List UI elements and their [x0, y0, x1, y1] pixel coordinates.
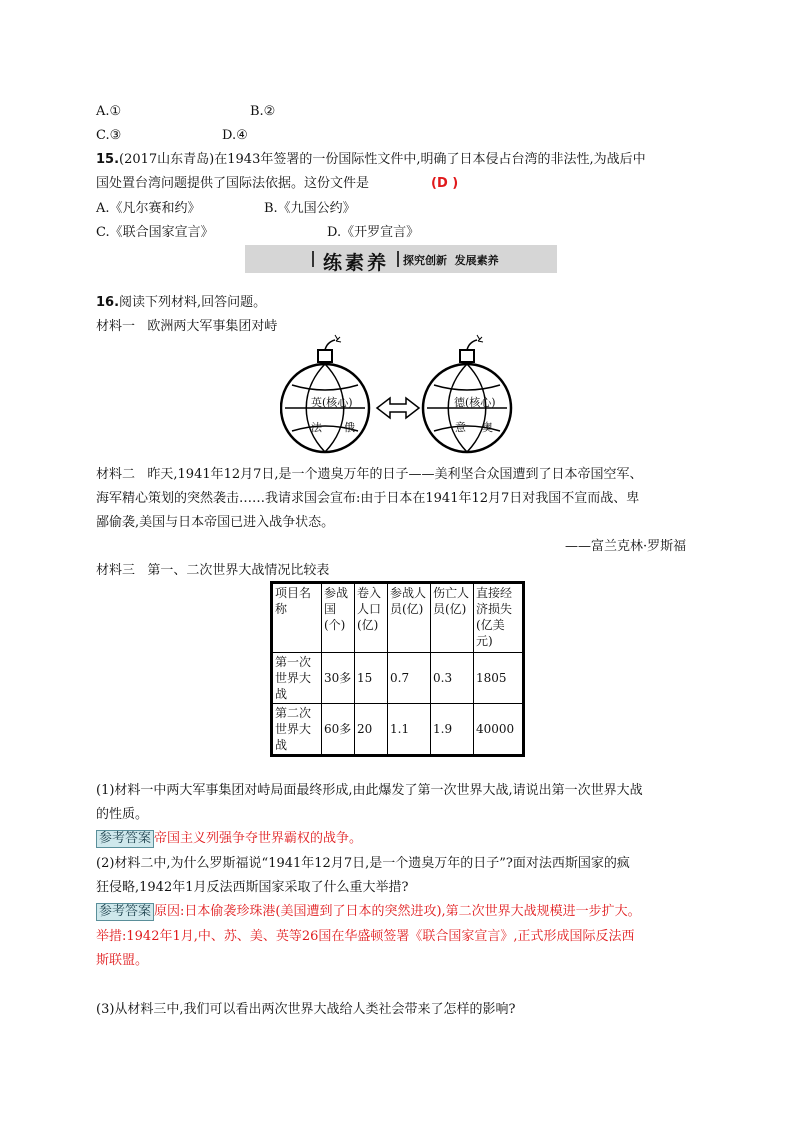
left-bloc-core: 英(核心) [311, 396, 353, 409]
q14-option-a: A.① [96, 104, 122, 119]
material3-title: 材料三 第一、二次世界大战情况比较表 [96, 563, 330, 578]
answer-label: 参考答案 [96, 830, 154, 848]
table-cell: 20 [355, 704, 388, 756]
banner-divider-right [397, 251, 399, 267]
q15-option-d: D.《开罗宣言》 [327, 225, 420, 240]
sub3-line: (3)从材料三中,我们可以看出两次世界大战给人类社会带来了怎样的影响? [96, 1002, 516, 1017]
war-comparison-table [270, 581, 525, 757]
q16-intro-line [96, 294, 266, 312]
table-header-cell: 项目名称 [272, 583, 322, 653]
answer2-line3: 斯联盟。 [96, 953, 149, 968]
answer1-text: 帝国主义列强争夺世界霸权的战争。 [154, 831, 363, 846]
right-bloc-member-italy: 意 [455, 421, 466, 434]
table-cell: 40000 [474, 704, 524, 756]
material2-source: ——富兰克林·罗斯福 [565, 539, 687, 554]
sub2-line1: (2)材料二中,为什么罗斯福说“1941年12月7日,是一个遗臭万年的日子”?面对法西斯国家的疯 [96, 856, 630, 871]
material2-line3: 鄙偷袭,美国与日本帝国已进入战争状态。 [96, 515, 335, 530]
q15-option-c: C.《联合国家宣言》 [96, 225, 214, 240]
table-cell: 1.9 [431, 704, 474, 756]
table-header-cell: 参战国(个) [322, 583, 355, 653]
table-cell: 60多 [322, 704, 355, 756]
table-header-cell: 直接经济损失(亿美元) [474, 583, 524, 653]
material1-title: 材料一 欧洲两大军事集团对峙 [96, 319, 278, 334]
table-header-cell: 卷入人口(亿) [355, 583, 388, 653]
banner-divider-left [312, 251, 314, 267]
answer2-line2: 举措:1942年1月,中、苏、美、英等26国在华盛顿签署《联合国家宣言》,正式形成国际反法西 [96, 929, 635, 944]
sub2-line2: 狂侵略,1942年1月反法西斯国家采取了什么重大举措? [96, 880, 409, 895]
right-bloc-core: 德(核心) [454, 396, 496, 409]
right-bloc-member-austria: 奥 [482, 421, 493, 434]
q15-number: 15. [96, 152, 120, 167]
q15-line1: (2017山东青岛)在1943年签署的一份国际性文件中,明确了日本侵占台湾的非法性,为战后中 [119, 152, 646, 167]
q15-option-a: A.《凡尔赛和约》 [96, 201, 201, 216]
table-cell: 0.7 [388, 653, 431, 704]
table-row [272, 653, 524, 704]
left-bloc-member-france: 法 [311, 421, 322, 434]
material2-line2: 海军精心策划的突然袭击……我请求国会宣布:由于日本在1941年12月7日对我国不宣而战、卑 [96, 491, 640, 506]
confrontation-double-arrow-icon [377, 398, 419, 418]
table-cell: 第二次世界大战 [272, 704, 322, 756]
q15-answer: (D ) [431, 176, 459, 191]
q16-number: 16. [96, 295, 120, 310]
q16-intro: 阅读下列材料,回答问题。 [119, 295, 267, 310]
q15-answer-letter: D [436, 176, 448, 191]
table-header-row [272, 583, 524, 653]
table-cell: 1.1 [388, 704, 431, 756]
table-row [272, 704, 524, 756]
q14-option-d: D.④ [222, 128, 248, 143]
banner-title: 练素养 [323, 252, 390, 274]
left-bloc-member-russia: 俄 [344, 421, 355, 434]
q14-option-c: C.③ [96, 128, 122, 143]
q15-stem-line2: 国处置台湾问题提供了国际法依据。这份文件是 [96, 176, 370, 191]
section-banner [245, 245, 557, 273]
table-cell: 0.3 [431, 653, 474, 704]
table-cell: 15 [355, 653, 388, 704]
table-header-cell: 伤亡人员(亿) [431, 583, 474, 653]
sub1-line1: (1)材料一中两大军事集团对峙局面最终形成,由此爆发了第一次世界大战,请说出第一次世界大战 [96, 783, 643, 798]
table-header-cell: 参战人员(亿) [388, 583, 431, 653]
answer2-line1 [96, 903, 641, 921]
answer-label: 参考答案 [96, 903, 154, 921]
sub1-line2: 的性质。 [96, 807, 149, 822]
banner-subtitle: 探究创新 发展素养 [403, 254, 499, 267]
answer1-line [96, 830, 362, 848]
material2-line1: 材料二 昨天,1941年12月7日,是一个遗臭万年的日子——美利坚合众国遭到了日本帝国空军、 [96, 467, 643, 482]
q14-option-b: B.② [250, 104, 276, 119]
table-cell: 1805 [474, 653, 524, 704]
q15-stem-line1 [96, 151, 646, 169]
answer2-reason: 原因:日本偷袭珍珠港(美国遭到了日本的突然进攻),第二次世界大战规模进一步扩大。 [154, 904, 641, 919]
table-cell: 第一次世界大战 [272, 653, 322, 704]
table-cell: 30多 [322, 653, 355, 704]
q15-option-b: B.《九国公约》 [264, 201, 356, 216]
